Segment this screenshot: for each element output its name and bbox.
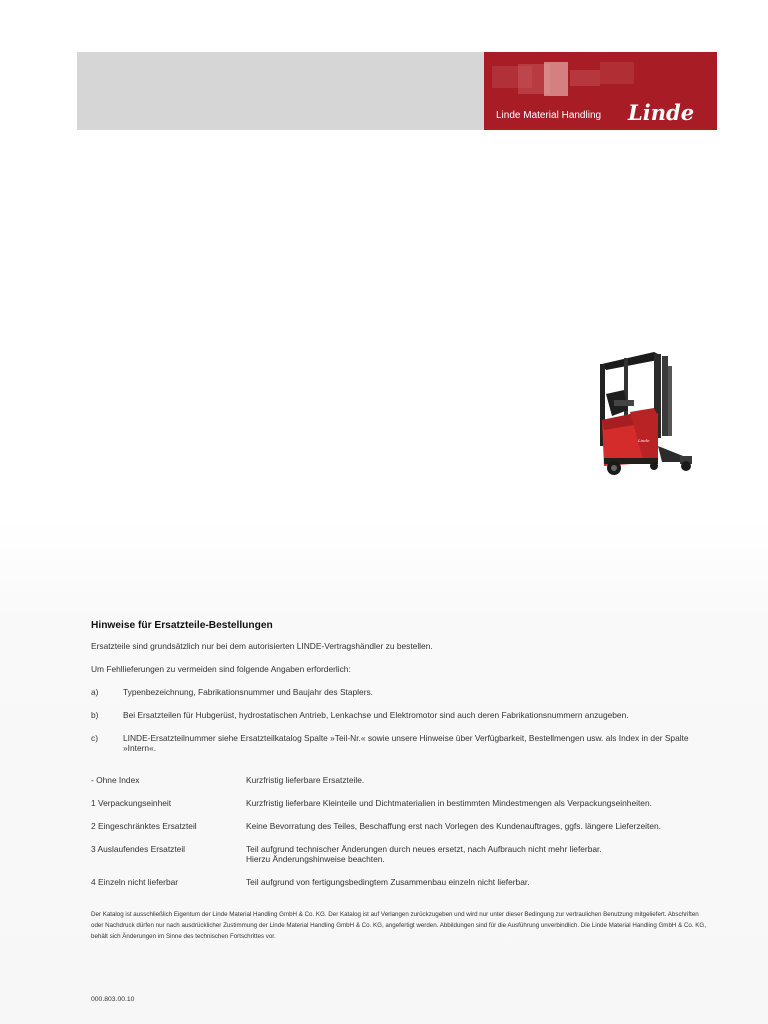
list-item [91,710,717,720]
index-description: Kurzfristig lieferbare Kleinteile und Dichtmaterialien in bestimmten Mindestmengen als Verpackungseinheiten. [246,798,652,808]
index-description: Teil aufgrund von fertigungsbedingtem Zusammenbau einzeln nicht lieferbar. [246,877,530,887]
list-item-text: Typenbezeichnung, Fabrikationsnummer und Baujahr des Staplers. [123,687,373,697]
list-item [91,687,717,697]
section-heading: Hinweise für Ersatzteile-Bestellungen [91,620,273,631]
list-item-text: LINDE-Ersatzteilnummer siehe Ersatzteilkatalog Spalte »Teil-Nr.« sowie unsere Hinweise über Verfügbarkeit, Bestellmengen usw. als Index in der Spalte »Intern«. [123,733,689,753]
index-row [91,844,717,864]
truck-decal: Linde [638,438,650,443]
list-item-label: c) [91,733,98,743]
intro-paragraph-2: Um Fehllieferungen zu vermeiden sind folgende Angaben erforderlich: [91,664,351,674]
intro-paragraph-1: Ersatzteile sind grundsätzlich nur bei dem autorisierten LINDE-Vertragshändler zu bestellen. [91,641,433,651]
document-number: 000.803.00.10 [91,996,135,1003]
index-name: 3 Auslaufendes Ersatzteil [91,844,186,854]
index-description: Keine Bevorratung des Teiles, Beschaffung erst nach Vorlegen des Kundenauftrages, ggfs. längere Lieferzeiten. [246,821,661,831]
index-row [91,775,717,785]
index-description [246,844,717,864]
index-row [91,821,717,831]
index-name: 2 Eingeschränktes Ersatzteil [91,821,197,831]
brand-panel [484,52,717,130]
index-description: Kurzfristig lieferbare Ersatzteile. [246,775,365,785]
index-description-line: Hierzu Änderungshinweise beachten. [246,854,385,864]
order-notes [91,620,717,900]
index-name: 1 Verpackungseinheit [91,798,172,808]
list-item-label: b) [91,710,99,720]
linde-logo: Linde [628,100,695,125]
company-name: Linde Material Handling [496,110,602,121]
legal-notice: Der Katalog ist ausschließlich Eigentum der Linde Material Handling GmbH & Co. KG. Der Katalog ist auf Verlangen zurückzugeben und wird nur unter dieser Bedingung zur vertraulichen Benutzung mitgeliefert. Abschriften oder Nachdruck dürfen nur nach ausdrücklicher Zustimmung der Linde Material Handling GmbH & Co. KG, angefertigt werden. Abbildungen sind für die Ausführung unverbindlich. Die Linde Material Handling GmbH & Co. KG, behält sich Änderungen im Sinne des technischen Fortschrittes vor. [91,911,706,940]
forklift-illustration [584,350,700,480]
index-description-line: Teil aufgrund technischer Änderungen durch neues ersetzt, nach Aufbrauch nicht mehr lieferbar. [246,844,602,854]
index-name: 4 Einzeln nicht lieferbar [91,877,179,887]
index-row [91,877,717,887]
list-item [91,733,717,753]
index-name: - Ohne Index [91,775,140,785]
list-item-text: Bei Ersatzteilen für Hubgerüst, hydrostatischen Antrieb, Lenkachse und Elektromotor sind auch deren Fabrikationsnummern anzugeben. [123,710,629,720]
index-row [91,798,717,808]
list-item-label: a) [91,687,99,697]
